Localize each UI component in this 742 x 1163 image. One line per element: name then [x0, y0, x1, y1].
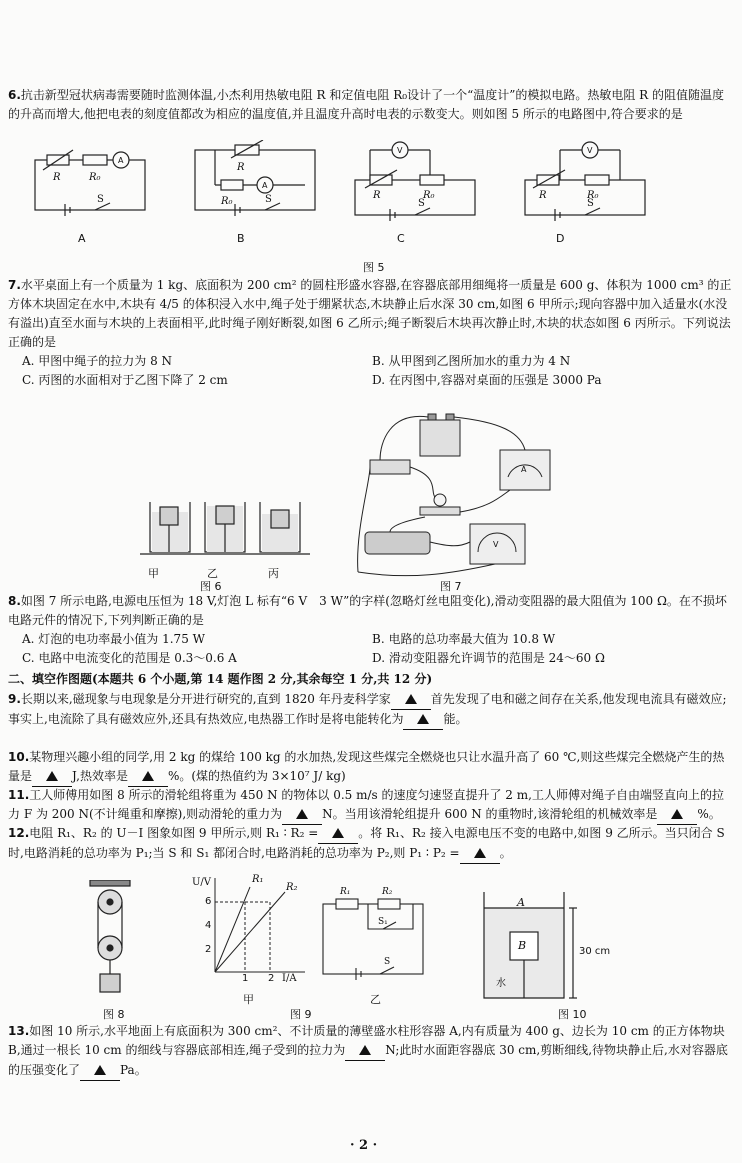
question-text: 工人师傅用如图 8 所示的滑轮组将重为 450 N 的物体以 0.5 m/s 的速度匀速竖直提升了 2 m,工人师傅对绳子自由端竖直向上的拉力 F 为 200 N(不计绳重和摩擦),则动滑轮的重力为 [8, 788, 724, 821]
answer-blank-icon [417, 714, 429, 724]
question-text: 长期以来,磁现象与电现象是分开进行研究的,直到 1820 年丹麦科学家 [20, 692, 391, 706]
question-text: 。 [499, 846, 512, 860]
svg-text:S₁: S₁ [378, 917, 388, 927]
y-tick-2: 2 [205, 944, 212, 955]
option-b: B. 电路的总功率最大值为 10.8 W [372, 632, 556, 646]
figure-5-caption: 图 5 [363, 261, 385, 274]
figure-7 [350, 412, 570, 582]
svg-text:S: S [265, 194, 272, 205]
question-text: 。将 R₁、R₂ 接入电源电压不变的电路中,如图 9 乙所示。当只闭合 S 时,电路消耗的总功率为 P₁;当 S 和 S₁ 都闭合时,电路消耗的总功率为 P₂,则 P₁ ∶ P₂ = [8, 826, 725, 860]
question-text: 能。 [443, 712, 468, 726]
svg-text:R₀: R₀ [423, 190, 435, 201]
svg-text:A: A [262, 181, 268, 190]
y-axis-label: U/V [192, 877, 212, 888]
answer-blank-icon [142, 771, 154, 781]
option-b-label: B [237, 232, 245, 245]
question-12 [8, 824, 732, 864]
figure-8-caption: 图 8 [103, 1008, 125, 1021]
question-text: 如图 10 所示,水平地面上有底面积为 300 cm²、不计质量的薄壁盛水柱形容器 A,内有质量为 400 g、边长为 10 cm 的正方体物块 B,通过一根长 10 cm 的细线与容器底部相连,绳子受到的拉力为 [8, 1024, 725, 1057]
answer-blank-icon [405, 694, 417, 704]
x-tick-2: 2 [268, 973, 275, 984]
r2-label: R₂ [286, 882, 298, 893]
svg-text:R₁: R₁ [340, 887, 351, 897]
x-tick-1: 1 [242, 973, 249, 984]
question-text: 电阻 R₁、R₂ 的 U－I 图象如图 9 甲所示,则 R₁ ∶ R₂ = [29, 826, 319, 840]
option-c: C. 丙图的水面相对于乙图下降了 2 cm [22, 373, 228, 387]
option-d-label: D [556, 232, 565, 245]
figure-9-caption: 图 9 [290, 1008, 312, 1021]
question-8 [8, 592, 732, 668]
question-number: 7. [8, 278, 21, 292]
answer-blank-icon [474, 848, 486, 858]
svg-text:R: R [237, 162, 245, 173]
answer-blank-icon [46, 771, 58, 781]
figure-6-label-c: 丙 [268, 567, 279, 580]
question-11 [8, 786, 732, 825]
svg-text:S: S [587, 198, 594, 209]
svg-text:A: A [118, 156, 124, 165]
x-axis-label: I/A [282, 973, 297, 984]
question-9 [8, 690, 732, 730]
question-text: 抗击新型冠状病毒需要随时监测体温,小杰利用热敏电阻 R 和定值电阻 R₀设计了一个“温度计”的模拟电路。热敏电阻 R 的阻值随温度的升高而增大,他把电表的刻度值都改为相应的温度值,并且温度升高时电表的示数变大。则如图 5 所示的电路图中,符合要求的是 [8, 88, 724, 121]
question-text: 某物理兴趣小组的同学,用 2 kg 的煤给 100 kg 的水加热,发现这些煤完全燃烧也只让水温升高了 60 ℃,则这些煤完全燃烧产生的热量是 [8, 750, 725, 783]
question-text: 如图 7 所示电路,电源电压恒为 18 V,灯泡 L 标有“6 V 3 W”的字样(忽略灯丝电阻变化),滑动变阻器的最大阻值为 100 Ω。在不损坏电路元件的情况下,下列判断正确的是 [8, 594, 727, 627]
question-text: N;此时水面距容器底 30 cm,剪断细线,待物块静止后,水对容器底的压强变化了 [8, 1043, 728, 1077]
question-text: Pa。 [120, 1063, 147, 1077]
question-text: N。当用该滑轮组提升 600 N 的重物时,该滑轮组的机械效率是 [322, 807, 658, 821]
r2-line [215, 892, 285, 972]
figure-6-label-a: 甲 [148, 567, 159, 580]
question-13 [8, 1022, 732, 1081]
figure-6-label-b: 乙 [207, 567, 218, 580]
y-tick-6: 6 [205, 896, 212, 907]
svg-text:R₂: R₂ [382, 887, 393, 897]
depth-label: 30 cm [579, 946, 611, 957]
option-d: D. 在丙图中,容器对桌面的压强是 3000 Pa [372, 373, 602, 387]
option-b: B. 从甲图到乙图所加水的重力为 4 N [372, 354, 571, 368]
svg-text:V: V [397, 146, 403, 155]
figure-5 [25, 140, 715, 260]
question-6 [8, 86, 732, 124]
question-text: 首先发现了电和磁之间存在关系,他发现电流具有磁效应;事实上,电流除了具有磁效应外,还具有热效应,电热器工作时是将电能转化为 [8, 692, 727, 726]
answer-blank-icon [296, 809, 308, 819]
question-number: 10. [8, 750, 30, 764]
svg-text:S: S [418, 198, 425, 209]
svg-text:R₀: R₀ [89, 172, 101, 183]
answer-blank-icon [332, 828, 344, 838]
svg-text:R: R [539, 190, 547, 201]
figure-9a-label: 甲 [243, 993, 254, 1006]
svg-text:A: A [521, 465, 527, 474]
option-a: A. 灯泡的电功率最小值为 1.75 W [22, 632, 205, 646]
option-a-label: A [78, 232, 86, 245]
figure-7-caption: 图 7 [440, 580, 462, 593]
question-text: %。 [697, 807, 721, 821]
options [22, 352, 732, 390]
page-number: · 2 · [350, 1138, 378, 1153]
option-c: C. 电路中电流变化的范围是 0.3～0.6 A [22, 651, 237, 665]
question-number: 6. [8, 88, 21, 102]
block-label: B [518, 939, 527, 952]
figure-6-caption: 图 6 [200, 580, 222, 593]
svg-text:R₀: R₀ [587, 190, 599, 201]
question-number: 12. [8, 826, 30, 840]
svg-text:S: S [384, 957, 391, 967]
section-heading: 二、填空作图题(本题共 6 个小题,第 14 题作图 2 分,其余每空 1 分,共 12 分) [8, 672, 433, 686]
svg-text:V: V [587, 146, 593, 155]
question-number: 8. [8, 594, 21, 608]
container-label: A [517, 896, 525, 909]
question-7 [8, 276, 732, 390]
question-number: 13. [8, 1024, 30, 1038]
answer-blank-icon [671, 809, 683, 819]
question-number: 11. [8, 788, 30, 802]
svg-text:R: R [373, 190, 381, 201]
svg-text:R₀: R₀ [221, 196, 233, 207]
svg-text:V: V [493, 540, 499, 549]
figure-9b-circuit [318, 884, 428, 984]
answer-blank-icon [94, 1065, 106, 1075]
r1-label: R₁ [252, 874, 264, 885]
question-text: %。(煤的热值约为 3×10⁷ J/ kg) [167, 769, 346, 783]
figure-9b-label: 乙 [370, 993, 381, 1006]
svg-text:S: S [97, 194, 104, 205]
question-text: 水平桌面上有一个质量为 1 kg、底面积为 200 cm² 的圆柱形盛水容器,在容器底部用细绳将一质量是 600 g、体积为 1000 cm³ 的正方体木块固定在水中,木块有 4/5 的体积浸入水中,绳子处于绷紧状态,木块静止后水深 30 cm,如图 6 甲所示;现向容器中加入适量水(水没有溢出)直至水面与木块的上表面相平,此时绳子刚好断裂,如图 6 乙所示;绳子断裂后木块再次静止时,木块的状态如图 6 丙所示。下列说法正确的是 [8, 278, 732, 349]
answer-blank-icon [359, 1045, 371, 1055]
options [22, 630, 732, 668]
question-text: J,热效率是 [72, 769, 128, 783]
figure-6 [140, 492, 310, 562]
option-c-label: C [397, 232, 405, 245]
figure-10-caption: 图 10 [558, 1008, 587, 1021]
option-a: A. 甲图中绳子的拉力为 8 N [22, 354, 173, 368]
y-tick-4: 4 [205, 920, 212, 931]
figure-8 [85, 880, 135, 1000]
question-number: 9. [8, 692, 21, 706]
water-label: 水 [496, 978, 506, 989]
svg-text:R: R [53, 172, 61, 183]
option-d: D. 滑动变阻器允许调节的范围是 24～60 Ω [372, 651, 605, 665]
question-10 [8, 748, 732, 787]
